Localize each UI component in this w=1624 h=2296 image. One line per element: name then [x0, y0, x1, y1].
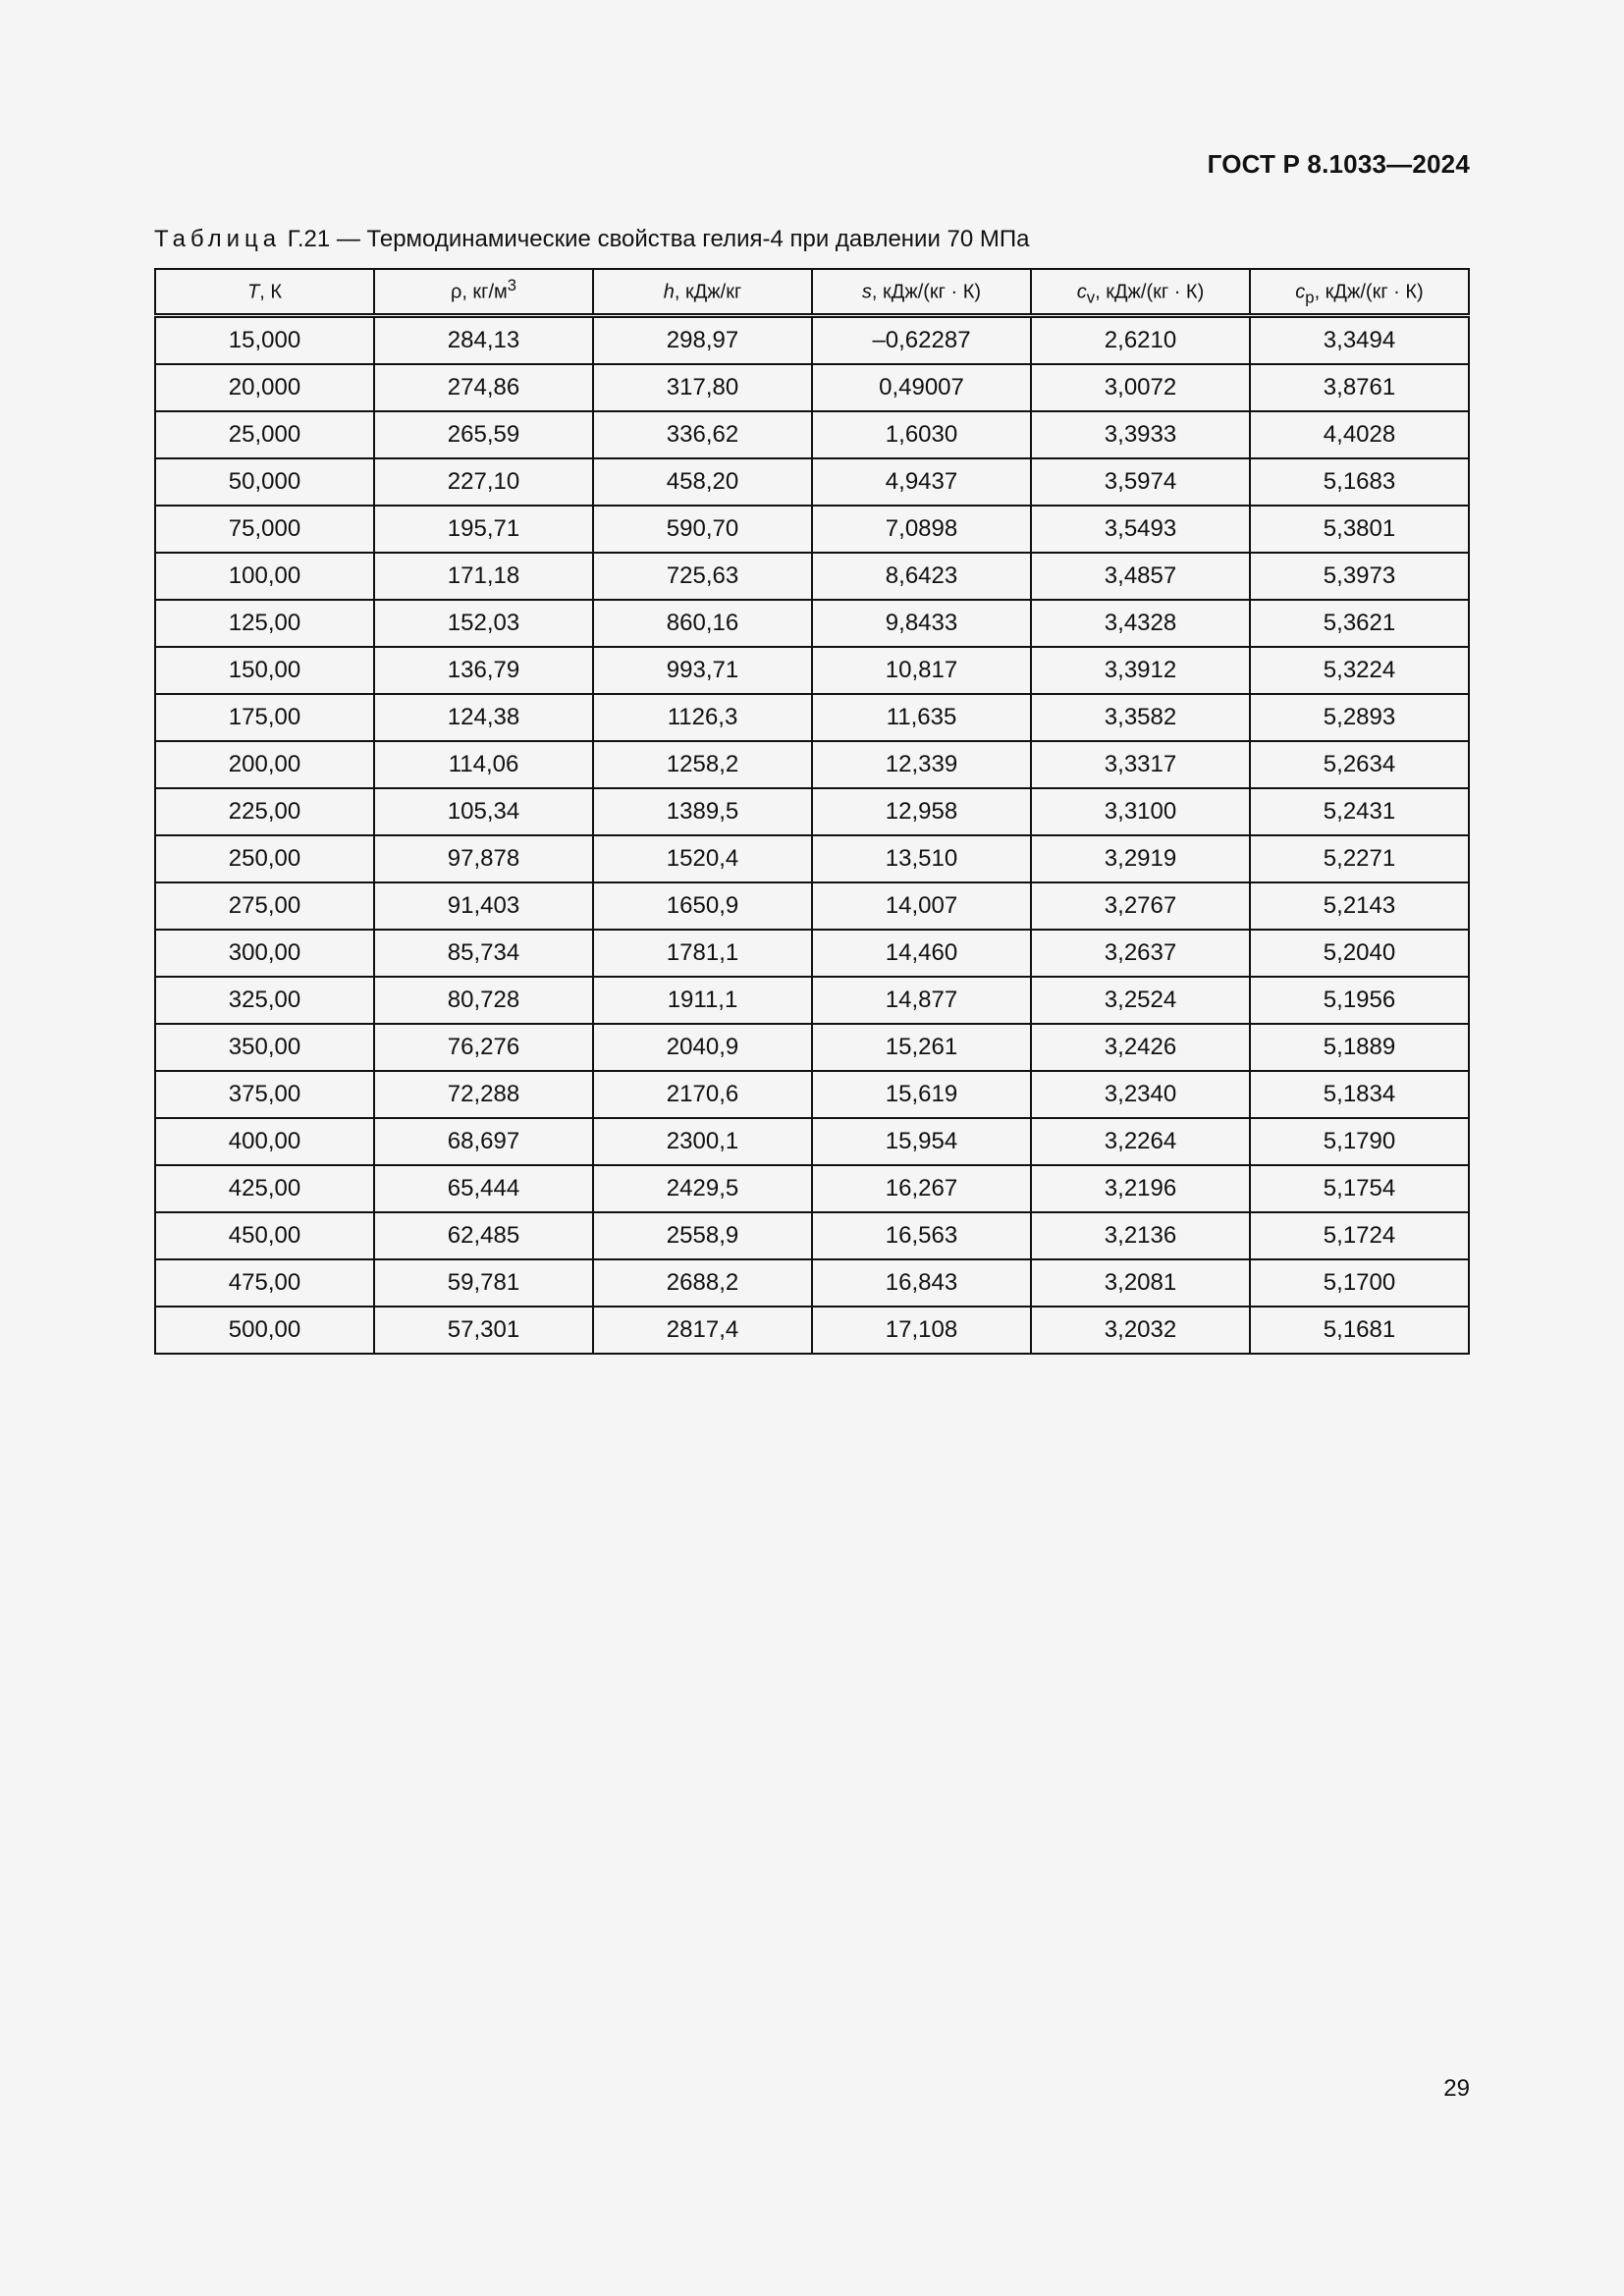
table-cell: 76,276 [374, 1024, 593, 1071]
document-id: ГОСТ Р 8.1033—2024 [1207, 149, 1470, 179]
table-cell: 250,00 [155, 835, 374, 882]
table-cell: 100,00 [155, 553, 374, 600]
table-cell: 65,444 [374, 1165, 593, 1212]
table-cell: 325,00 [155, 977, 374, 1024]
table-cell: 5,2143 [1250, 882, 1469, 930]
table-cell: 124,38 [374, 694, 593, 741]
table-cell: 12,339 [812, 741, 1031, 788]
table-cell: 175,00 [155, 694, 374, 741]
table-cell: 10,817 [812, 647, 1031, 694]
table-caption-prefix: Таблица [154, 226, 282, 252]
table-cell: 274,86 [374, 364, 593, 411]
table-cell: 3,3582 [1031, 694, 1250, 741]
table-cell: 725,63 [593, 553, 812, 600]
table-cell: 3,2196 [1031, 1165, 1250, 1212]
table-cell: 15,261 [812, 1024, 1031, 1071]
table-cell: 50,000 [155, 458, 374, 506]
table-cell: 5,3801 [1250, 506, 1469, 553]
table-cell: –0,62287 [812, 316, 1031, 365]
table-cell: 400,00 [155, 1118, 374, 1165]
table-row [155, 1259, 1469, 1307]
table-cell: 15,619 [812, 1071, 1031, 1118]
table-cell: 5,3621 [1250, 600, 1469, 647]
table-cell: 12,958 [812, 788, 1031, 835]
page-number: 29 [1443, 2075, 1470, 2102]
table-cell: 9,8433 [812, 600, 1031, 647]
table-cell: 3,2081 [1031, 1259, 1250, 1307]
table-cell: 59,781 [374, 1259, 593, 1307]
table-cell: 3,8761 [1250, 364, 1469, 411]
table-row [155, 788, 1469, 835]
table-cell: 1258,2 [593, 741, 812, 788]
table-cell: 336,62 [593, 411, 812, 458]
table-cell: 1520,4 [593, 835, 812, 882]
table-cell: 3,2032 [1031, 1307, 1250, 1354]
table-cell: 3,3933 [1031, 411, 1250, 458]
table-cell: 15,000 [155, 316, 374, 365]
table-cell: 5,2893 [1250, 694, 1469, 741]
table-row [155, 506, 1469, 553]
table-row [155, 411, 1469, 458]
table-cell: 500,00 [155, 1307, 374, 1354]
table-header-row [155, 269, 1469, 316]
table-cell: 5,1790 [1250, 1118, 1469, 1165]
table-row [155, 458, 1469, 506]
table-cell: 195,71 [374, 506, 593, 553]
column-header: s, кДж/(кг · К) [812, 269, 1031, 316]
table-cell: 14,460 [812, 930, 1031, 977]
table-body [155, 316, 1469, 1355]
table-cell: 5,2271 [1250, 835, 1469, 882]
table-cell: 2040,9 [593, 1024, 812, 1071]
table-cell: 14,877 [812, 977, 1031, 1024]
table-cell: 3,3494 [1250, 316, 1469, 365]
table-cell: 2688,2 [593, 1259, 812, 1307]
table-cell: 5,1956 [1250, 977, 1469, 1024]
table-row [155, 1212, 1469, 1259]
table-cell: 15,954 [812, 1118, 1031, 1165]
table-row [155, 1071, 1469, 1118]
table-cell: 3,5974 [1031, 458, 1250, 506]
table-cell: 375,00 [155, 1071, 374, 1118]
column-header: $c_p$, кДж/(кг · К) [1250, 269, 1469, 316]
table-cell: 265,59 [374, 411, 593, 458]
table-caption-text: Г.21 — Термодинамические свойства гелия-4 при давлении 70 МПа [287, 226, 1030, 252]
table-row [155, 364, 1469, 411]
table-cell: 2558,9 [593, 1212, 812, 1259]
table-row [155, 1165, 1469, 1212]
table-cell: 5,1724 [1250, 1212, 1469, 1259]
table-cell: 227,10 [374, 458, 593, 506]
table-cell: 590,70 [593, 506, 812, 553]
table-cell: 20,000 [155, 364, 374, 411]
table-cell: 3,2637 [1031, 930, 1250, 977]
table-row [155, 930, 1469, 977]
table-cell: 0,49007 [812, 364, 1031, 411]
table-cell: 2429,5 [593, 1165, 812, 1212]
table-row [155, 647, 1469, 694]
table-cell: 5,1683 [1250, 458, 1469, 506]
table-cell: 3,2919 [1031, 835, 1250, 882]
table-cell: 5,2634 [1250, 741, 1469, 788]
table-cell: 200,00 [155, 741, 374, 788]
table-cell: 13,510 [812, 835, 1031, 882]
thermodynamic-properties-table [154, 268, 1470, 1355]
table-cell: 1389,5 [593, 788, 812, 835]
table-cell: 5,2431 [1250, 788, 1469, 835]
table-row [155, 1024, 1469, 1071]
table-cell: 16,267 [812, 1165, 1031, 1212]
table-cell: 17,108 [812, 1307, 1031, 1354]
column-header: ρ, $кг/м^3$ [374, 269, 593, 316]
table-cell: 860,16 [593, 600, 812, 647]
table-cell: 425,00 [155, 1165, 374, 1212]
table-row [155, 741, 1469, 788]
table-cell: 5,3224 [1250, 647, 1469, 694]
table-cell: 3,3912 [1031, 647, 1250, 694]
table-cell: 284,13 [374, 316, 593, 365]
table-cell: 125,00 [155, 600, 374, 647]
table-cell: 4,9437 [812, 458, 1031, 506]
table-cell: 3,4328 [1031, 600, 1250, 647]
table-cell: 150,00 [155, 647, 374, 694]
table-cell: 450,00 [155, 1212, 374, 1259]
table-row [155, 1118, 1469, 1165]
table-cell: 1126,3 [593, 694, 812, 741]
table-cell: 3,0072 [1031, 364, 1250, 411]
table-cell: 993,71 [593, 647, 812, 694]
table-cell: 152,03 [374, 600, 593, 647]
table-cell: 75,000 [155, 506, 374, 553]
table-cell: 5,2040 [1250, 930, 1469, 977]
table-cell: 4,4028 [1250, 411, 1469, 458]
table-cell: 3,3317 [1031, 741, 1250, 788]
table-cell: 80,728 [374, 977, 593, 1024]
table-cell: 11,635 [812, 694, 1031, 741]
table-cell: 5,1834 [1250, 1071, 1469, 1118]
table-cell: 1781,1 [593, 930, 812, 977]
table-cell: 3,5493 [1031, 506, 1250, 553]
table-cell: 136,79 [374, 647, 593, 694]
table-cell: 5,1681 [1250, 1307, 1469, 1354]
table-row [155, 600, 1469, 647]
table-cell: 1911,1 [593, 977, 812, 1024]
table-cell: 298,97 [593, 316, 812, 365]
table-cell: 3,2264 [1031, 1118, 1250, 1165]
table-cell: 85,734 [374, 930, 593, 977]
table-row [155, 316, 1469, 365]
table-cell: 5,3973 [1250, 553, 1469, 600]
table-row [155, 835, 1469, 882]
table-cell: 3,3100 [1031, 788, 1250, 835]
table-cell: 2817,4 [593, 1307, 812, 1354]
column-header: T, К [155, 269, 374, 316]
table-cell: 2170,6 [593, 1071, 812, 1118]
table-cell: 14,007 [812, 882, 1031, 930]
table-caption [154, 226, 1030, 253]
table-cell: 5,1889 [1250, 1024, 1469, 1071]
column-header: h, кДж/кг [593, 269, 812, 316]
table-row [155, 977, 1469, 1024]
table-cell: 3,2426 [1031, 1024, 1250, 1071]
table-cell: 3,2340 [1031, 1071, 1250, 1118]
table-row [155, 1307, 1469, 1354]
table-cell: 57,301 [374, 1307, 593, 1354]
table-cell: 3,2524 [1031, 977, 1250, 1024]
table-cell: 300,00 [155, 930, 374, 977]
table-cell: 97,878 [374, 835, 593, 882]
table-cell: 16,563 [812, 1212, 1031, 1259]
table-row [155, 553, 1469, 600]
table-cell: 2,6210 [1031, 316, 1250, 365]
table-cell: 475,00 [155, 1259, 374, 1307]
table-cell: 72,288 [374, 1071, 593, 1118]
table-cell: 114,06 [374, 741, 593, 788]
table-cell: 350,00 [155, 1024, 374, 1071]
table-cell: 68,697 [374, 1118, 593, 1165]
table-cell: 3,4857 [1031, 553, 1250, 600]
table-cell: 8,6423 [812, 553, 1031, 600]
table-cell: 3,2136 [1031, 1212, 1250, 1259]
column-header: $c_v$, кДж/(кг · К) [1031, 269, 1250, 316]
table-cell: 1650,9 [593, 882, 812, 930]
table-row [155, 694, 1469, 741]
table-cell: 62,485 [374, 1212, 593, 1259]
table-cell: 171,18 [374, 553, 593, 600]
table-cell: 16,843 [812, 1259, 1031, 1307]
table-cell: 5,1700 [1250, 1259, 1469, 1307]
table-cell: 5,1754 [1250, 1165, 1469, 1212]
table-cell: 25,000 [155, 411, 374, 458]
table-cell: 91,403 [374, 882, 593, 930]
table-row [155, 882, 1469, 930]
table-cell: 458,20 [593, 458, 812, 506]
table-cell: 225,00 [155, 788, 374, 835]
table-cell: 275,00 [155, 882, 374, 930]
table-cell: 1,6030 [812, 411, 1031, 458]
table-cell: 7,0898 [812, 506, 1031, 553]
table-cell: 3,2767 [1031, 882, 1250, 930]
table-cell: 2300,1 [593, 1118, 812, 1165]
table-cell: 317,80 [593, 364, 812, 411]
table-cell: 105,34 [374, 788, 593, 835]
